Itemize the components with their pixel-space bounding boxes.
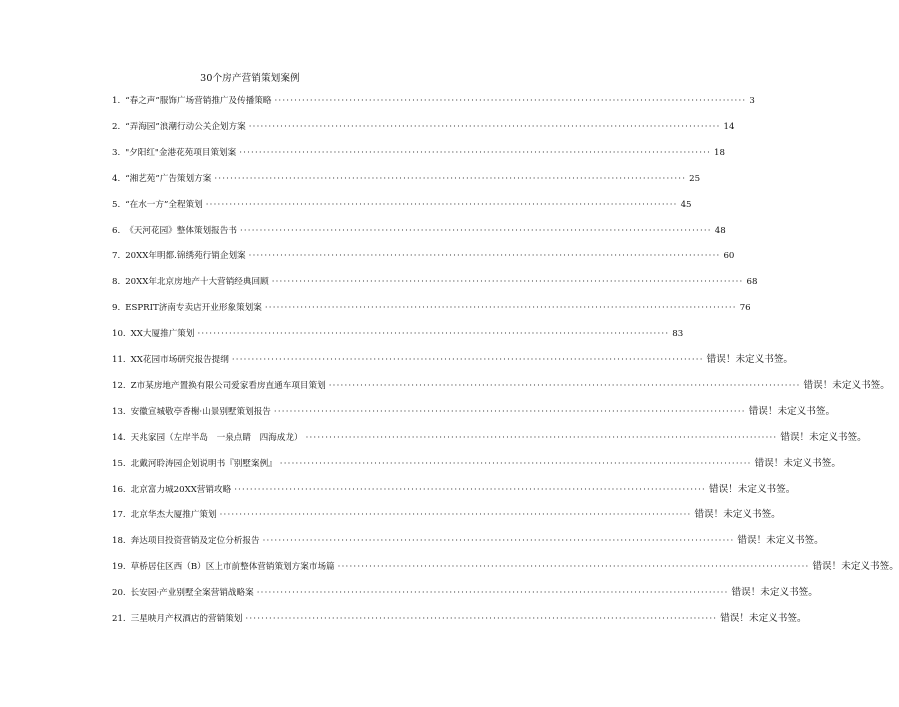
toc-entry-page: 14 [723, 121, 735, 132]
toc-entry-number: 10. [112, 329, 126, 340]
toc-dot-leader: ························································································································ [239, 225, 712, 236]
toc-dot-leader: ························································································································ [262, 536, 735, 547]
toc-entry[interactable] [112, 327, 684, 341]
toc-entry[interactable] [112, 431, 867, 445]
toc-entry[interactable] [112, 224, 726, 238]
toc-entry-title: “弄海园”浪潮行动公关企划方案 [125, 121, 246, 132]
toc-dot-leader: ························································································································ [274, 96, 747, 106]
toc-dot-leader: ························································································································ [214, 173, 687, 184]
toc-entry-number: 3. [112, 147, 121, 158]
toc-entry-title: 三星映月产权酒店的营销策划 [130, 614, 243, 624]
toc-dot-leader: ························································································································ [264, 303, 737, 314]
toc-entry-title: ESPRIT济南专卖店开业形象策划案 [125, 303, 262, 314]
toc-entry-page: 错误！未定义书签。 [709, 483, 796, 495]
toc-entry[interactable] [112, 483, 796, 497]
toc-dot-leader: ························································································································ [256, 588, 729, 599]
toc-entry-page: 错误！未定义书签。 [812, 561, 899, 573]
toc-entry-title: “在水一方”全程策划 [125, 199, 203, 210]
toc-dot-leader: ························································································································ [205, 199, 678, 210]
toc-dot-leader: ························································································································ [337, 562, 810, 573]
toc-entry[interactable] [112, 172, 701, 186]
toc-entry-number: 5. [112, 199, 121, 210]
toc-entry-number: 18. [112, 536, 126, 547]
toc-entry[interactable] [112, 457, 841, 471]
toc-dot-leader: ························································································································ [239, 147, 712, 158]
toc-dot-leader: ························································································································ [231, 355, 704, 365]
toc-entry-title: “春之声”服饰广场营销推广及传播策略 [125, 96, 272, 106]
toc-entry[interactable] [112, 586, 818, 600]
toc-entry-page: 68 [746, 277, 758, 288]
toc-entry-number: 15. [112, 458, 126, 469]
toc-entry[interactable] [112, 560, 899, 574]
toc-entry-title: "夕阳红"金港花苑项目策划案 [125, 147, 237, 158]
toc-entry-number: 4. [112, 173, 121, 184]
toc-dot-leader: ························································································································ [271, 277, 744, 288]
toc-entry[interactable] [112, 120, 735, 134]
toc-entry-number: 2. [112, 121, 121, 132]
toc-entry-title: 北京富力城20XX营销攻略 [130, 484, 232, 495]
toc-entry[interactable] [112, 612, 807, 626]
toc-entry[interactable] [112, 508, 781, 522]
toc-entry-page: 3 [749, 96, 755, 106]
toc-entry-page: 错误！未定义书签。 [706, 354, 794, 365]
toc-entry-number: 14. [112, 432, 126, 443]
toc-entry-number: 12. [112, 380, 126, 391]
toc-entry-title: 20XX年北京房地产十大营销经典回顾 [125, 277, 269, 288]
toc-entry[interactable] [112, 146, 725, 160]
document-title: 30个房产营销策划案例 [200, 73, 300, 84]
toc-entry-page: 错误！未定义书签。 [803, 379, 890, 391]
toc-dot-leader: ························································································································ [248, 251, 721, 262]
toc-dot-leader: ························································································································ [219, 510, 692, 521]
toc-dot-leader: ························································································································ [279, 458, 752, 469]
toc-dot-leader: ························································································································ [197, 329, 670, 340]
toc-entry-number: 17. [112, 510, 126, 521]
toc-entry-page: 45 [680, 199, 692, 210]
toc-entry-page: 错误！未定义书签。 [694, 509, 781, 521]
toc-entry-title: 《天河花园》整体策划报告书 [125, 225, 237, 236]
toc-dot-leader: ························································································································ [234, 484, 706, 495]
toc-entry[interactable] [112, 301, 751, 315]
toc-entry[interactable] [112, 94, 755, 108]
toc-dot-leader: ························································································································ [273, 406, 746, 417]
toc-entry-number: 13. [112, 406, 126, 417]
toc-entry-title: 20XX年明都.锦绣苑行销企划案 [125, 251, 246, 262]
toc-entry-page: 18 [714, 147, 725, 158]
toc-entry-title: Z市某房地产置换有限公司爱家看房直通车项目策划 [130, 380, 326, 391]
toc-entry-title: 北京华杰大厦推广策划 [130, 510, 217, 521]
toc-entry-title: “湘艺苑”广告策划方案 [125, 173, 212, 184]
toc-entry[interactable] [112, 534, 824, 548]
toc-entry[interactable] [112, 353, 794, 367]
toc-entry-page: 错误！未定义书签。 [737, 535, 824, 547]
toc-entry-page: 错误！未定义书签。 [731, 587, 818, 599]
toc-entry-number: 21. [112, 614, 126, 624]
toc-entry-title: 奔达项目投资营销及定位分析报告 [130, 536, 260, 547]
toc-entry-title: XX大厦推广策划 [130, 329, 195, 340]
toc-entry[interactable] [112, 379, 890, 393]
toc-entry-number: 11. [112, 355, 126, 365]
toc-entry-page: 25 [689, 173, 701, 184]
toc-entry[interactable] [112, 275, 758, 289]
toc-entry-title: 安徽宣城敬亭香榭·山景别墅策划报告 [130, 406, 271, 417]
toc-entry-title: 天兆家园（左岸半岛 一泉点睛 四海成龙） [130, 432, 303, 443]
toc-entry-number: 9. [112, 303, 121, 314]
toc-entry-number: 19. [112, 562, 126, 573]
toc-entry-page: 错误！未定义书签。 [754, 457, 841, 469]
toc-entry-number: 7. [112, 251, 121, 262]
toc-entry-number: 20. [112, 588, 126, 599]
toc-entry-number: 16. [112, 484, 126, 495]
toc-entry-title: 北戴河聆涛园企划说明书『别墅案例』 [130, 458, 277, 469]
toc-entry[interactable] [112, 249, 735, 263]
toc-entry[interactable] [112, 198, 692, 212]
toc-entry-page: 60 [723, 251, 735, 262]
toc-entry[interactable] [112, 405, 836, 419]
toc-entry-number: 6. [112, 225, 121, 236]
toc-dot-leader: ························································································································ [245, 614, 718, 624]
toc-entry-page: 错误！未定义书签。 [748, 405, 836, 417]
toc-entry-page: 48 [714, 225, 726, 236]
toc-entry-title: 长安园·产业别墅全案营销战略案 [130, 588, 254, 599]
toc-entry-number: 1. [112, 96, 121, 106]
toc-entry-page: 83 [672, 329, 684, 340]
toc-entry-title: XX花园市场研究报告提纲 [130, 355, 229, 365]
toc-dot-leader: ························································································································ [328, 380, 801, 391]
toc-entry-number: 8. [112, 277, 121, 288]
toc-entry-title: 草桥居住区西（B）区上市前整体营销策划方案市场篇 [130, 562, 335, 573]
toc-dot-leader: ························································································································ [305, 432, 778, 443]
toc-entry-page: 错误！未定义书签。 [780, 431, 867, 443]
toc-entry-page: 错误！未定义书签。 [720, 613, 807, 624]
toc-entry-page: 76 [739, 303, 751, 314]
toc-dot-leader: ························································································································ [248, 121, 721, 132]
